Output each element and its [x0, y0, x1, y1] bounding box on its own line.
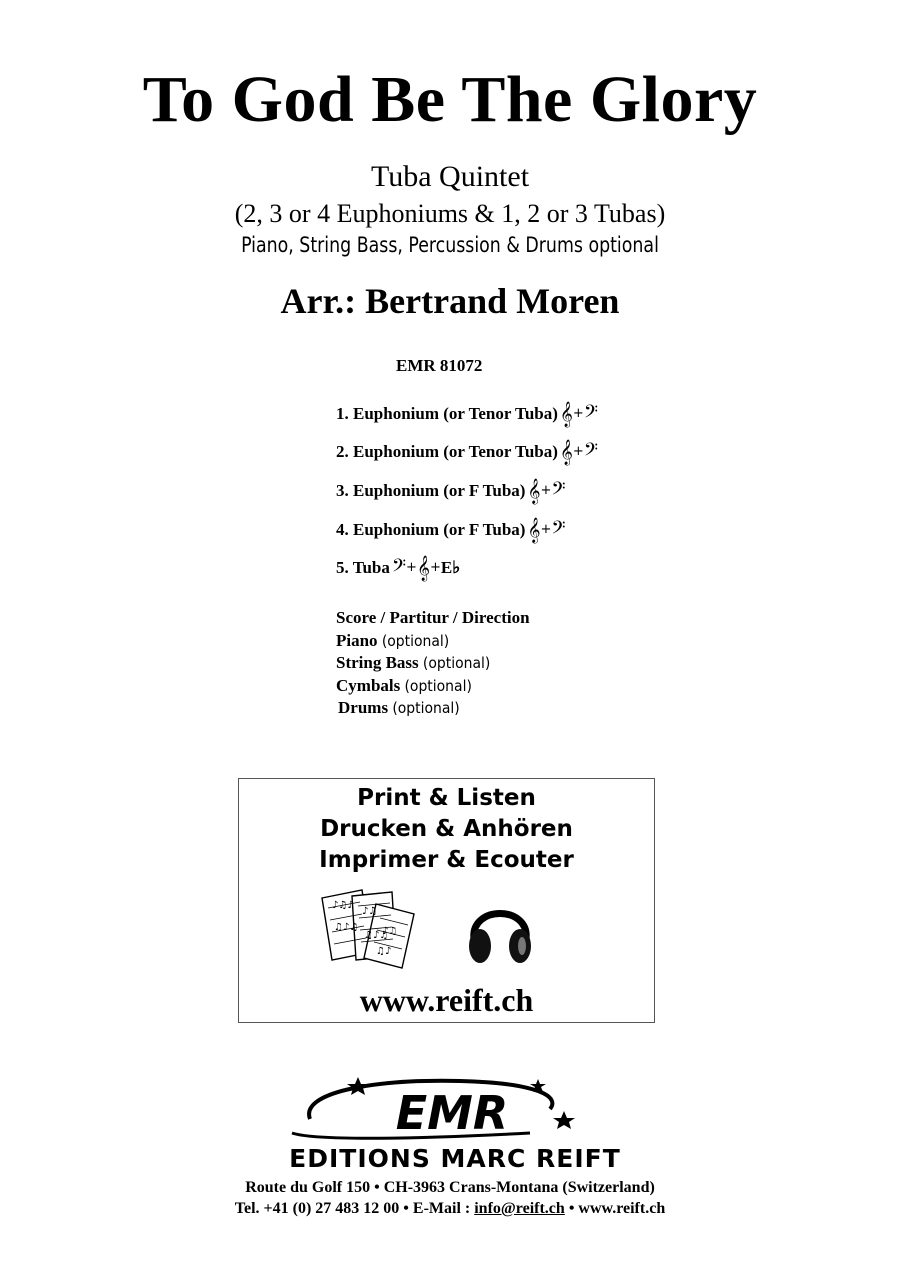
logo-name: EDITIONS MARC REIFT [289, 1144, 621, 1173]
arranger: Arr.: Bertrand Moren [280, 281, 620, 321]
extra-note: (optional) [392, 699, 460, 717]
promo-line-de: Drucken & Anhören [320, 816, 573, 842]
optional-instruments: Piano, String Bass, Percussion & Drums optional [241, 233, 659, 257]
publisher-address: Route du Golf 150 • CH-3963 Crans-Montana (Switzerland) [245, 1179, 655, 1196]
extra-note: (optional) [404, 677, 472, 695]
part-label: 5. Tuba [336, 558, 390, 577]
part-label: 1. Euphonium (or Tenor Tuba) [336, 404, 558, 423]
bass-treble-clef-icon: 𝄢+𝄞+ [391, 556, 441, 581]
part-label: 2. Euphonium (or Tenor Tuba) [336, 442, 558, 461]
subtitle: Tuba Quintet [370, 160, 530, 193]
treble-bass-clef-icon: 𝄞+𝄢 [527, 518, 566, 543]
contact-prefix: Tel. +41 (0) 27 483 12 00 • E-Mail : [234, 1200, 475, 1217]
extra-piano [336, 631, 449, 651]
publisher-contact [0, 1200, 900, 1218]
eb-label: E♭ [440, 558, 461, 577]
sheet-music-icon [314, 884, 424, 969]
svg-text:♪♫: ♪♫ [362, 906, 378, 917]
promo-line-en: Print & Listen [357, 785, 536, 811]
extra-string-bass [336, 653, 490, 673]
part-label: 4. Euphonium (or F Tuba) [336, 520, 526, 539]
extra-name: Score / Partitur / Direction [336, 608, 530, 627]
treble-bass-clef-icon: 𝄞+𝄢 [559, 402, 598, 427]
part-3 [336, 477, 566, 503]
extra-drums [338, 698, 460, 718]
extra-name: Piano [336, 631, 378, 650]
part-1 [336, 400, 598, 426]
logo-mark: EMR [395, 1086, 509, 1140]
extra-note: (optional) [422, 654, 491, 672]
part-2 [336, 438, 598, 464]
extra-name: Cymbals [336, 676, 401, 695]
svg-text:♫♪: ♫♪ [376, 946, 392, 957]
emr-logo [230, 1075, 680, 1175]
svg-text:♫♪♫: ♫♪♫ [334, 922, 359, 933]
extra-note: (optional) [381, 632, 450, 650]
part-label: 3. Euphonium (or F Tuba) [336, 481, 526, 500]
extra-cymbals [336, 676, 472, 696]
extra-name: Drums [338, 698, 389, 717]
treble-bass-clef-icon: 𝄞+𝄢 [527, 479, 566, 504]
part-5 [336, 554, 460, 580]
score-title: To God Be The Glory [142, 63, 758, 136]
promo-website[interactable]: www.reift.ch [359, 982, 534, 1018]
svg-text:♫♪♫: ♫♪♫ [364, 930, 389, 941]
instrumentation: (2, 3 or 4 Euphoniums & 1, 2 or 3 Tubas) [234, 199, 666, 228]
extra-score [336, 608, 530, 628]
extra-name: String Bass [336, 653, 419, 672]
catalog-number: EMR 81072 [396, 356, 483, 375]
svg-text:♪♫: ♪♫ [382, 926, 398, 937]
contact-suffix: • www.reift.ch [564, 1200, 666, 1217]
treble-bass-clef-icon: 𝄞+𝄢 [559, 440, 598, 465]
headphones-icon [464, 891, 536, 969]
svg-text:♪♫♪: ♪♫♪ [332, 900, 354, 911]
promo-line-fr: Imprimer & Ecouter [319, 847, 574, 873]
part-4 [336, 516, 566, 542]
print-listen-box [238, 778, 655, 1023]
email-link[interactable]: info@reift.ch [474, 1200, 565, 1217]
